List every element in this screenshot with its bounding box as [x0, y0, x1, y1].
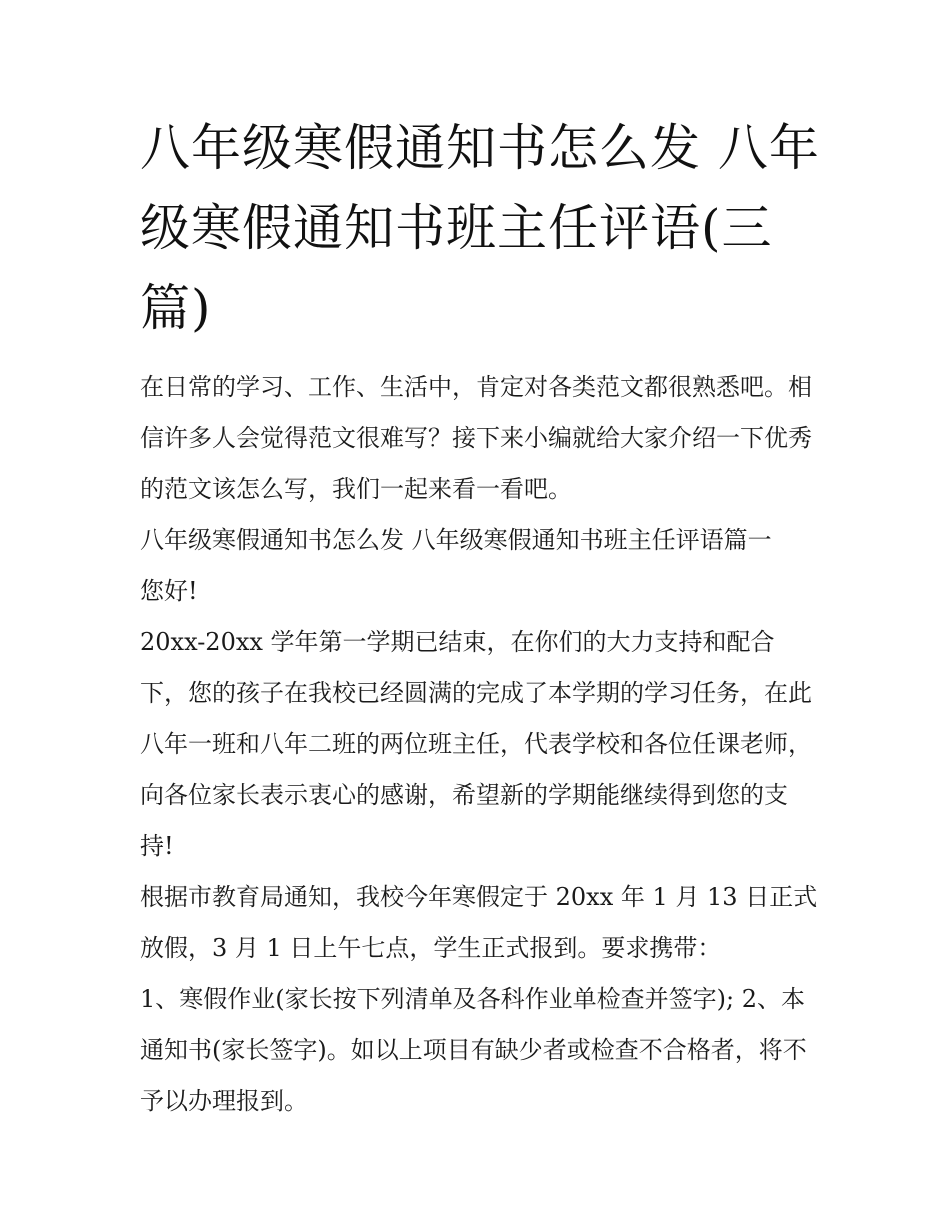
document-page — [140, 108, 820, 1127]
body-paragraph: 1、寒假作业(家长按下列清单及各科作业单检查并签字); 2、本通知书(家长签字)。如以上项目有缺少者或检查不合格者，将不予以办理报到。 — [140, 985, 807, 1115]
document-title: 八年级寒假通知书怎么发 八年级寒假通知书班主任评语(三篇) — [140, 119, 820, 337]
body-paragraph: 根据市教育局通知，我校今年寒假定于 20xx 年 1 月 13 日正式放假，3 月 1 日上午七点，学生正式报到。要求携带： — [140, 883, 818, 962]
intro-paragraph: 在日常的学习、工作、生活中，肯定对各类范文都很熟悉吧。相信许多人会觉得范文很难写？接下来小编就给大家介绍一下优秀的范文该怎么写，我们一起来看一看吧。 — [140, 373, 812, 503]
document-body — [140, 362, 820, 1127]
body-paragraph: 20xx-20xx 学年第一学期已结束，在你们的大力支持和配合下，您的孩子在我校已经圆满的完成了本学期的学习任务，在此八年一班和八年二班的两位班主任，代表学校和各位任课老师，向各位家长表示衷心的感谢，希望新的学期能继续得到您的支持! — [140, 628, 812, 860]
section-heading: 八年级寒假通知书怎么发 八年级寒假通知书班主任评语篇一 — [140, 526, 772, 554]
greeting: 您好! — [140, 577, 198, 605]
